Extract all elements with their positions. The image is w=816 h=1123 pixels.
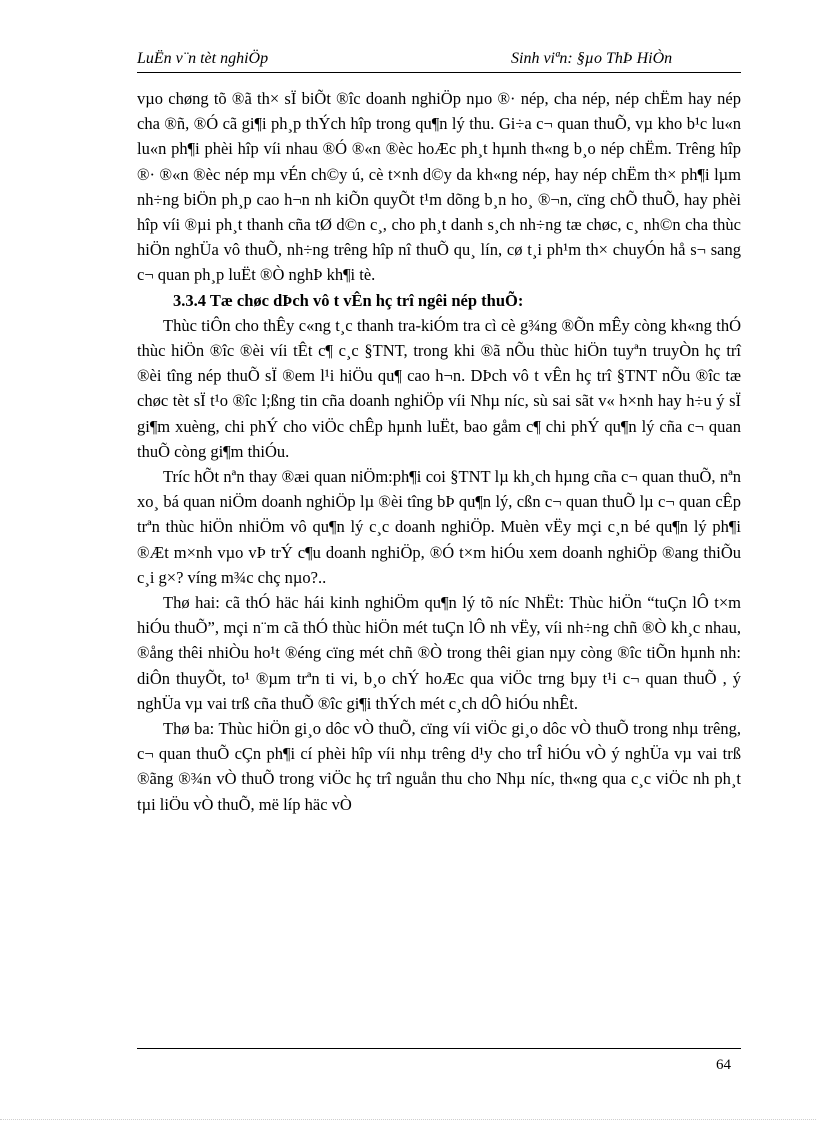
page-number: 64 — [716, 1057, 731, 1073]
header-thesis-title: LuËn v¨n tèt nghiÖp — [137, 50, 269, 67]
paragraph: Thø ba: Thùc hiÖn gi¸o dôc vÒ thuÕ, cïng víi viÖc gi¸o dôc vÒ thuÕ trong nhµ trêng, c¬ quan thuÕ cÇn ph¶i cí phèi hîp víi nhµ trêng d¹y cho trÎ hiÓu vÒ ý nghÜa vµ vai trß ®ãng ®¾n vÒ thuÕ trong viÖc hç trî nguån thu cho Nhµ níc, th«ng qua c¸c viÖc nh ph¸t tµi liÖu vÒ thuÕ, më líp häc vÒ — [137, 719, 741, 814]
page-bottom-edge — [0, 1119, 816, 1120]
paragraph-continued: vµo chøng tõ ®ã th× sÏ biÕt ®îc doanh nghiÖp nµo ®· nép, cha nép, nép chËm hay nép cha ®ñ, ®Ó cã gi¶i ph¸p thÝch hîp trong qu¶n lý thu. Gi÷a c¬ quan thuÕ, vµ kho b¹c lu«n lu«n ph¶i phèi hîp víi nhau ®Ó ®«n ®èc hoÆc ph¸t hµnh th«ng b¸o nép chËm. Trêng hîp ®· ®«n ®èc nép mµ vÉn ch©y ú, cè t×nh d©y da kh«ng nép, hay nép chËm th× ph¶i lµm nh÷ng biÖn ph¸p cao h¬n nh kiÕn quyÕt t¹m dõng b¸n ho¸ ®¬n, cïng chÕ thuÕ, hay phèi hîp víi ®µi ph¸t thanh cña tØ d©n c¸, cho ph¸t danh s¸ch nh÷ng tæ chøc, c¸ nh©n cha thùc hiÖn nghÜa vô thuÕ, nh÷ng trêng hîp nî thuÕ qu¸ lín, cø t¸i ph¹m th× chuyÓn hå s¬ sang c¬ quan ph¸p luËt ®Ò nghÞ kh¶i tè. — [137, 89, 741, 285]
section-heading: 3.3.4 Tæ chøc dÞch vô t vÊn hç trî ngêi nép thuÕ: — [173, 290, 524, 310]
page-body — [137, 86, 741, 817]
page-header — [137, 44, 741, 73]
header-author: Sinh viªn: §µo ThÞ HiÒn — [511, 50, 673, 67]
footer-divider — [137, 1048, 741, 1049]
paragraph: Thùc tiÔn cho thÊy c«ng t¸c thanh tra-kiÓm tra cì cè g¾ng ®Õn mÊy còng kh«ng thÓ thùc hiÖn ®îc ®èi víi tÊt c¶ c¸c §TNT, trong khi ®ã nÕu thùc hiÖn tuyªn truyÒn hç trî ®èi tîng nép thuÕ sÏ ®em l¹i hiÖu qu¶ cao h¬n. DÞch vô t vÊn hç trî §TNT nÕu ®îc tæ chøc tèt sÏ t¹o ®îc l;ßng tin cña doanh nghiÖp víi Nhµ níc, sù sai sãt v« h×nh hay h÷u ý sÏ gi¶m xuèng, chi phÝ cho viÖc chÊp hµnh luËt, bao gåm c¶ chi phÝ qu¶n lý cña c¬ quan thuÕ còng gi¶m thiÓu. — [137, 315, 741, 461]
paragraph: Thø hai: cã thÓ häc hái kinh nghiÖm qu¶n lý tõ níc NhËt: Thùc hiÖn “tuÇn lÔ t×m hiÓu thuÕ”, mçi n¨m cã thÓ thùc hiÖn mét tuÇn lÔ nh vËy, víi nh÷ng chñ ®Ò kh¸c nhau, ®ång thêi nhiÒu ho¹t ®éng cïng mét chñ ®Ò trong thêi gian nµy còng ®îc tiÕn hµnh nh: diÔn thuyÕt, to¹ ®µm trªn ti vi, b¸o chÝ hoÆc qua viÖc trng bµy t¹i c¬ quan thuÕ , ý nghÜa vµ vai trß cña thuÕ ®îc gi¶i thÝch mét c¸ch dÔ hiÓu nhÊt. — [137, 593, 741, 713]
paragraph: Tríc hÕt nªn thay ®æi quan niÖm:ph¶i coi §TNT lµ kh¸ch hµng cña c¬ quan thuÕ, nªn xo¸ bá quan niÖm doanh nghiÖp lµ ®èi tîng bÞ qu¶n lý, cßn c¬ quan thuÕ lµ c¬ quan cÊp trªn thùc hiÖn nhiÖm vô qu¶n lý c¸c doanh nghiÖp. Muèn vËy mçi c¸n bé qu¶n lý ph¶i ®Æt m×nh vµo vÞ trÝ c¶u doanh nghiÖp, ®Ó t×m hiÓu xem doanh nghiÖp ®ang thiÕu c¸i g×? víng m¾c chç nµo?.. — [137, 467, 741, 587]
